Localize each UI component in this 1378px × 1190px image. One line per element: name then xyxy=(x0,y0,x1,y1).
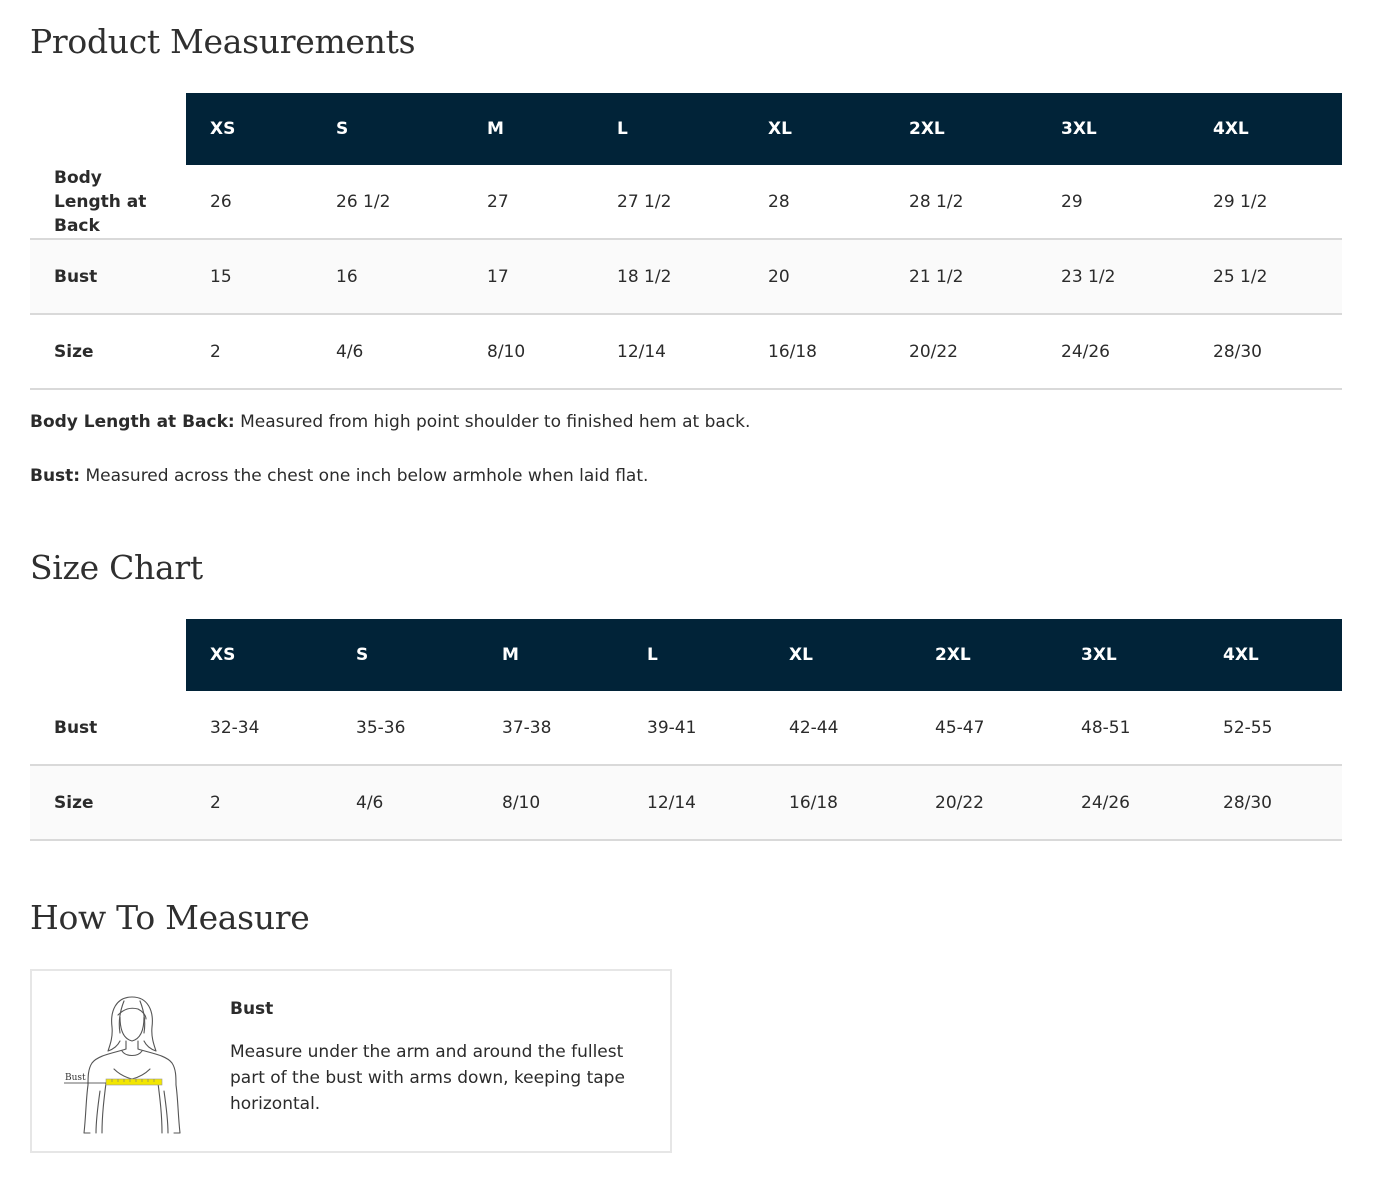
product-measurements-title: Product Measurements xyxy=(30,22,416,61)
size-header: XL xyxy=(744,93,885,165)
size-header: 4XL xyxy=(1189,93,1342,165)
measure-description: Measure under the arm and around the fullest part of the bust with arms down, keeping tape horizontal. xyxy=(230,1042,625,1114)
table-cell: 42-44 xyxy=(765,691,911,765)
row-label: Bust xyxy=(30,239,186,314)
table-cell: 8/10 xyxy=(478,765,623,840)
size-header: 3XL xyxy=(1037,93,1189,165)
table-cell: 21 1/2 xyxy=(885,239,1037,314)
table-cell: 29 xyxy=(1037,165,1189,239)
table-header-row xyxy=(30,93,1342,165)
size-chart-title: Size Chart xyxy=(30,548,203,587)
table-cell: 37-38 xyxy=(478,691,623,765)
table-cell: 32-34 xyxy=(186,691,332,765)
table-cell: 26 xyxy=(186,165,312,239)
table-cell: 20 xyxy=(744,239,885,314)
table-cell: 8/10 xyxy=(463,314,593,389)
table-cell: 23 1/2 xyxy=(1037,239,1189,314)
size-header: 2XL xyxy=(911,619,1057,691)
table-cell: 20/22 xyxy=(911,765,1057,840)
size-header: XS xyxy=(186,619,332,691)
table-cell: 25 1/2 xyxy=(1189,239,1342,314)
row-label: Size xyxy=(30,765,186,840)
table-cell: 16/18 xyxy=(744,314,885,389)
note-term: Body Length at Back: xyxy=(30,412,235,432)
table-cell: 27 1/2 xyxy=(593,165,744,239)
row-label: Size xyxy=(30,314,186,389)
table-cell: 12/14 xyxy=(593,314,744,389)
bust-note xyxy=(30,466,648,486)
size-header: L xyxy=(593,93,744,165)
table-cell: 45-47 xyxy=(911,691,1057,765)
size-header: L xyxy=(623,619,765,691)
table-cell: 2 xyxy=(186,765,332,840)
table-cell: 15 xyxy=(186,239,312,314)
table-cell: 35-36 xyxy=(332,691,478,765)
table-row xyxy=(30,765,1342,840)
table-row xyxy=(30,691,1342,765)
size-header: S xyxy=(312,93,463,165)
tape-measure xyxy=(106,1079,162,1085)
size-header: 3XL xyxy=(1057,619,1199,691)
table-cell: 28 1/2 xyxy=(885,165,1037,239)
note-text: Measured across the chest one inch below armhole when laid flat. xyxy=(80,466,649,486)
table-cell: 24/26 xyxy=(1057,765,1199,840)
measure-card-bust xyxy=(30,969,672,1153)
table-cell: 27 xyxy=(463,165,593,239)
table-cell: 48-51 xyxy=(1057,691,1199,765)
table-cell: 12/14 xyxy=(623,765,765,840)
size-chart-table xyxy=(30,619,1342,841)
table-header-row xyxy=(30,619,1342,691)
table-cell: 16/18 xyxy=(765,765,911,840)
table-row xyxy=(30,314,1342,389)
size-header: M xyxy=(478,619,623,691)
table-cell: 18 1/2 xyxy=(593,239,744,314)
table-cell: 39-41 xyxy=(623,691,765,765)
table-cell: 28/30 xyxy=(1189,314,1342,389)
table-cell: 24/26 xyxy=(1037,314,1189,389)
size-header: XL xyxy=(765,619,911,691)
table-corner xyxy=(30,619,186,691)
size-header: 2XL xyxy=(885,93,1037,165)
table-cell: 2 xyxy=(186,314,312,389)
how-to-measure-title: How To Measure xyxy=(30,898,310,937)
measure-heading: Bust xyxy=(230,999,274,1019)
table-cell: 52-55 xyxy=(1199,691,1342,765)
table-row xyxy=(30,165,1342,239)
table-cell: 4/6 xyxy=(312,314,463,389)
table-cell: 28/30 xyxy=(1199,765,1342,840)
figure-bust-label: Bust xyxy=(65,1073,86,1083)
table-cell: 26 1/2 xyxy=(312,165,463,239)
body-length-note xyxy=(30,412,750,432)
note-term: Bust: xyxy=(30,466,81,486)
size-header: M xyxy=(463,93,593,165)
measure-text xyxy=(230,999,640,1117)
table-cell: 29 1/2 xyxy=(1189,165,1342,239)
product-measurements-table xyxy=(30,93,1342,390)
row-label: Bust xyxy=(30,691,186,765)
size-header: 4XL xyxy=(1199,619,1342,691)
table-cell: 16 xyxy=(312,239,463,314)
table-cell: 17 xyxy=(463,239,593,314)
table-row xyxy=(30,239,1342,314)
note-text: Measured from high point shoulder to finished hem at back. xyxy=(234,412,751,432)
table-cell: 20/22 xyxy=(885,314,1037,389)
size-header: S xyxy=(332,619,478,691)
table-cell: 4/6 xyxy=(332,765,478,840)
bust-measure-figure-icon xyxy=(54,987,204,1143)
table-corner xyxy=(30,93,186,165)
row-label: Body Length at Back xyxy=(30,165,186,239)
size-header: XS xyxy=(186,93,312,165)
table-cell: 28 xyxy=(744,165,885,239)
